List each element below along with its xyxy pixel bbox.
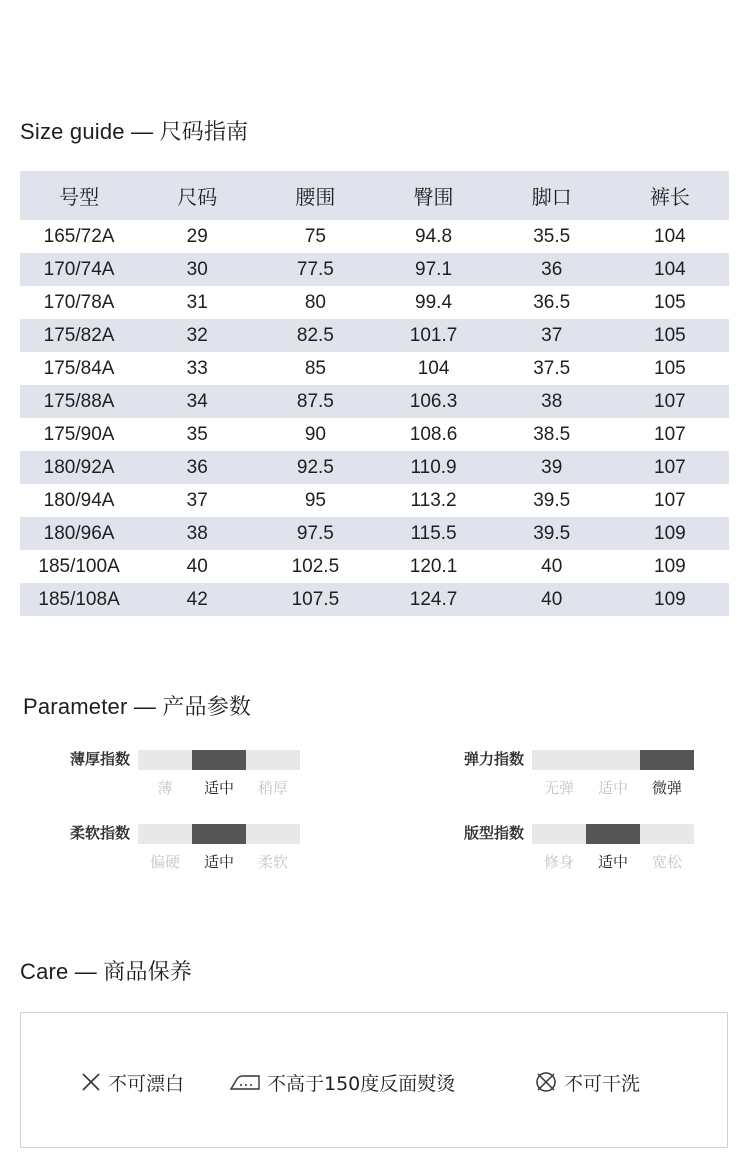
cell-hem: 37.5	[533, 357, 571, 379]
param-bar-segment	[532, 824, 586, 844]
cell-model: 170/78A	[43, 291, 115, 313]
cell-hip: 113.2	[410, 489, 457, 511]
cell-hip: 94.8	[415, 225, 453, 247]
param-option: 适中	[597, 853, 628, 871]
cell-hip: 124.7	[409, 588, 458, 610]
param-bar-segment	[640, 750, 694, 770]
param-option: 修身	[543, 853, 574, 871]
cell-hip: 110.9	[410, 456, 457, 478]
cell-length: 104	[654, 225, 686, 247]
param-bar-segment	[586, 750, 640, 770]
cell-size: 31	[186, 291, 208, 313]
param-bar	[138, 750, 300, 770]
cell-length: 105	[654, 324, 686, 346]
cell-length: 107	[654, 390, 686, 412]
cell-size: 32	[186, 324, 208, 346]
care-item-no-bleach	[80, 1069, 184, 1095]
cell-size: 35	[186, 423, 208, 445]
cell-model: 165/72A	[43, 225, 115, 247]
cell-hem: 40	[541, 588, 563, 610]
param-option: 无弹	[543, 779, 574, 797]
header-waist: 腰围	[295, 187, 336, 209]
param-option: 宽松	[651, 853, 682, 871]
no-dry-clean-icon	[534, 1070, 558, 1094]
param-bar-segment	[138, 750, 192, 770]
param-label: 弹力指数	[463, 750, 524, 768]
header-model: 号型	[59, 187, 100, 209]
cell-size: 42	[186, 588, 208, 610]
param-options	[138, 778, 300, 798]
care-text-iron: 不高于150度反面熨烫	[267, 1072, 456, 1095]
table-row	[20, 319, 729, 352]
param-option: 薄	[157, 779, 173, 797]
param-option: 适中	[597, 779, 628, 797]
cell-size: 29	[186, 225, 208, 247]
param-bar-segment	[138, 824, 192, 844]
cell-length: 109	[654, 555, 686, 577]
param-option: 适中	[203, 853, 234, 871]
header-size: 尺码	[177, 187, 218, 209]
cell-length: 107	[654, 423, 686, 445]
cell-hem: 39	[541, 456, 563, 478]
cell-size: 33	[186, 357, 208, 379]
cell-model: 185/100A	[38, 555, 120, 577]
cell-hip: 106.3	[409, 390, 458, 412]
cell-size: 38	[186, 522, 208, 544]
param-label: 版型指数	[463, 824, 524, 842]
param-bar	[532, 824, 694, 844]
param-option: 稍厚	[257, 779, 288, 797]
table-row	[20, 451, 729, 484]
param-label: 薄厚指数	[69, 750, 130, 768]
cell-waist: 102.5	[291, 555, 340, 577]
cell-hip: 120.1	[409, 555, 458, 577]
table-row	[20, 220, 729, 253]
table-row	[20, 484, 729, 517]
param-option: 偏硬	[149, 853, 180, 871]
cell-waist: 75	[304, 225, 326, 247]
cell-waist: 97.5	[296, 522, 334, 544]
table-row	[20, 517, 729, 550]
cell-model: 175/84A	[43, 357, 115, 379]
care-item-no-dry-clean	[534, 1069, 640, 1095]
cell-model: 180/94A	[43, 489, 115, 511]
cell-model: 175/82A	[43, 324, 115, 346]
param-bar	[138, 824, 300, 844]
table-row	[20, 352, 729, 385]
iron-icon	[229, 1071, 261, 1093]
cell-length: 109	[654, 588, 686, 610]
care-box	[20, 1012, 728, 1148]
cell-hem: 38	[541, 390, 563, 412]
cell-hip: 115.5	[410, 522, 457, 544]
cell-hip: 97.1	[415, 258, 453, 280]
header-hip: 臀围	[413, 187, 454, 209]
size-table-body	[20, 220, 729, 616]
cell-length: 107	[654, 489, 686, 511]
cell-waist: 95	[304, 489, 326, 511]
cell-waist: 85	[304, 357, 326, 379]
cell-hip: 99.4	[415, 291, 453, 313]
cell-size: 40	[186, 555, 208, 577]
table-row	[20, 583, 729, 616]
cell-waist: 80	[304, 291, 326, 313]
cell-waist: 92.5	[296, 456, 334, 478]
cell-model: 175/90A	[43, 423, 115, 445]
table-row	[20, 286, 729, 319]
param-option: 适中	[203, 779, 234, 797]
cell-hip: 104	[417, 357, 450, 379]
param-label: 柔软指数	[69, 824, 130, 842]
param-bar-segment	[640, 824, 694, 844]
cell-hem: 38.5	[533, 423, 571, 445]
param-options	[532, 778, 694, 798]
cell-length: 107	[654, 456, 686, 478]
parameter-title: Parameter — 产品参数	[23, 694, 252, 719]
size-table-header-row	[20, 171, 729, 220]
cell-model: 185/108A	[38, 588, 120, 610]
care-item-iron	[229, 1069, 455, 1095]
param-bar-segment	[532, 750, 586, 770]
cell-hem: 40	[541, 555, 563, 577]
param-options	[532, 852, 694, 872]
cell-hem: 39.5	[533, 489, 571, 511]
cell-length: 105	[654, 291, 686, 313]
care-text-no-bleach: 不可漂白	[108, 1072, 185, 1095]
cell-model: 180/92A	[43, 456, 115, 478]
cell-length: 109	[654, 522, 686, 544]
cell-hip: 108.6	[409, 423, 458, 445]
param-bar-segment	[192, 750, 246, 770]
cell-waist: 82.5	[296, 324, 334, 346]
cell-length: 105	[654, 357, 686, 379]
param-option: 柔软	[257, 853, 288, 871]
no-bleach-icon	[80, 1071, 102, 1093]
care-title: Care — 商品保养	[20, 959, 193, 984]
param-bar-segment	[192, 824, 246, 844]
header-length: 裤长	[649, 187, 690, 209]
cell-waist: 77.5	[296, 258, 334, 280]
cell-hem: 35.5	[533, 225, 571, 247]
param-bar-segment	[246, 750, 300, 770]
cell-hem: 36	[541, 258, 563, 280]
table-row	[20, 253, 729, 286]
cell-hem: 39.5	[533, 522, 571, 544]
care-text-no-dry-clean: 不可干洗	[564, 1072, 641, 1095]
cell-hip: 101.7	[409, 324, 458, 346]
cell-waist: 90	[304, 423, 326, 445]
param-options	[138, 852, 300, 872]
param-bar-segment	[246, 824, 300, 844]
cell-waist: 87.5	[296, 390, 334, 412]
cell-size: 36	[186, 456, 208, 478]
cell-model: 180/96A	[43, 522, 115, 544]
cell-size: 37	[186, 489, 208, 511]
param-bar	[532, 750, 694, 770]
cell-size: 34	[186, 390, 208, 412]
table-row	[20, 418, 729, 451]
table-row	[20, 550, 729, 583]
cell-length: 104	[654, 258, 686, 280]
cell-size: 30	[186, 258, 208, 280]
cell-hem: 36.5	[533, 291, 571, 313]
cell-waist: 107.5	[291, 588, 340, 610]
size-guide-title: Size guide — 尺码指南	[20, 119, 249, 144]
param-bar-segment	[586, 824, 640, 844]
table-row	[20, 385, 729, 418]
header-hem: 脚口	[531, 187, 572, 209]
cell-model: 175/88A	[43, 390, 115, 412]
cell-hem: 37	[541, 324, 563, 346]
size-table	[20, 171, 729, 616]
cell-model: 170/74A	[43, 258, 115, 280]
param-option: 微弹	[651, 779, 682, 797]
